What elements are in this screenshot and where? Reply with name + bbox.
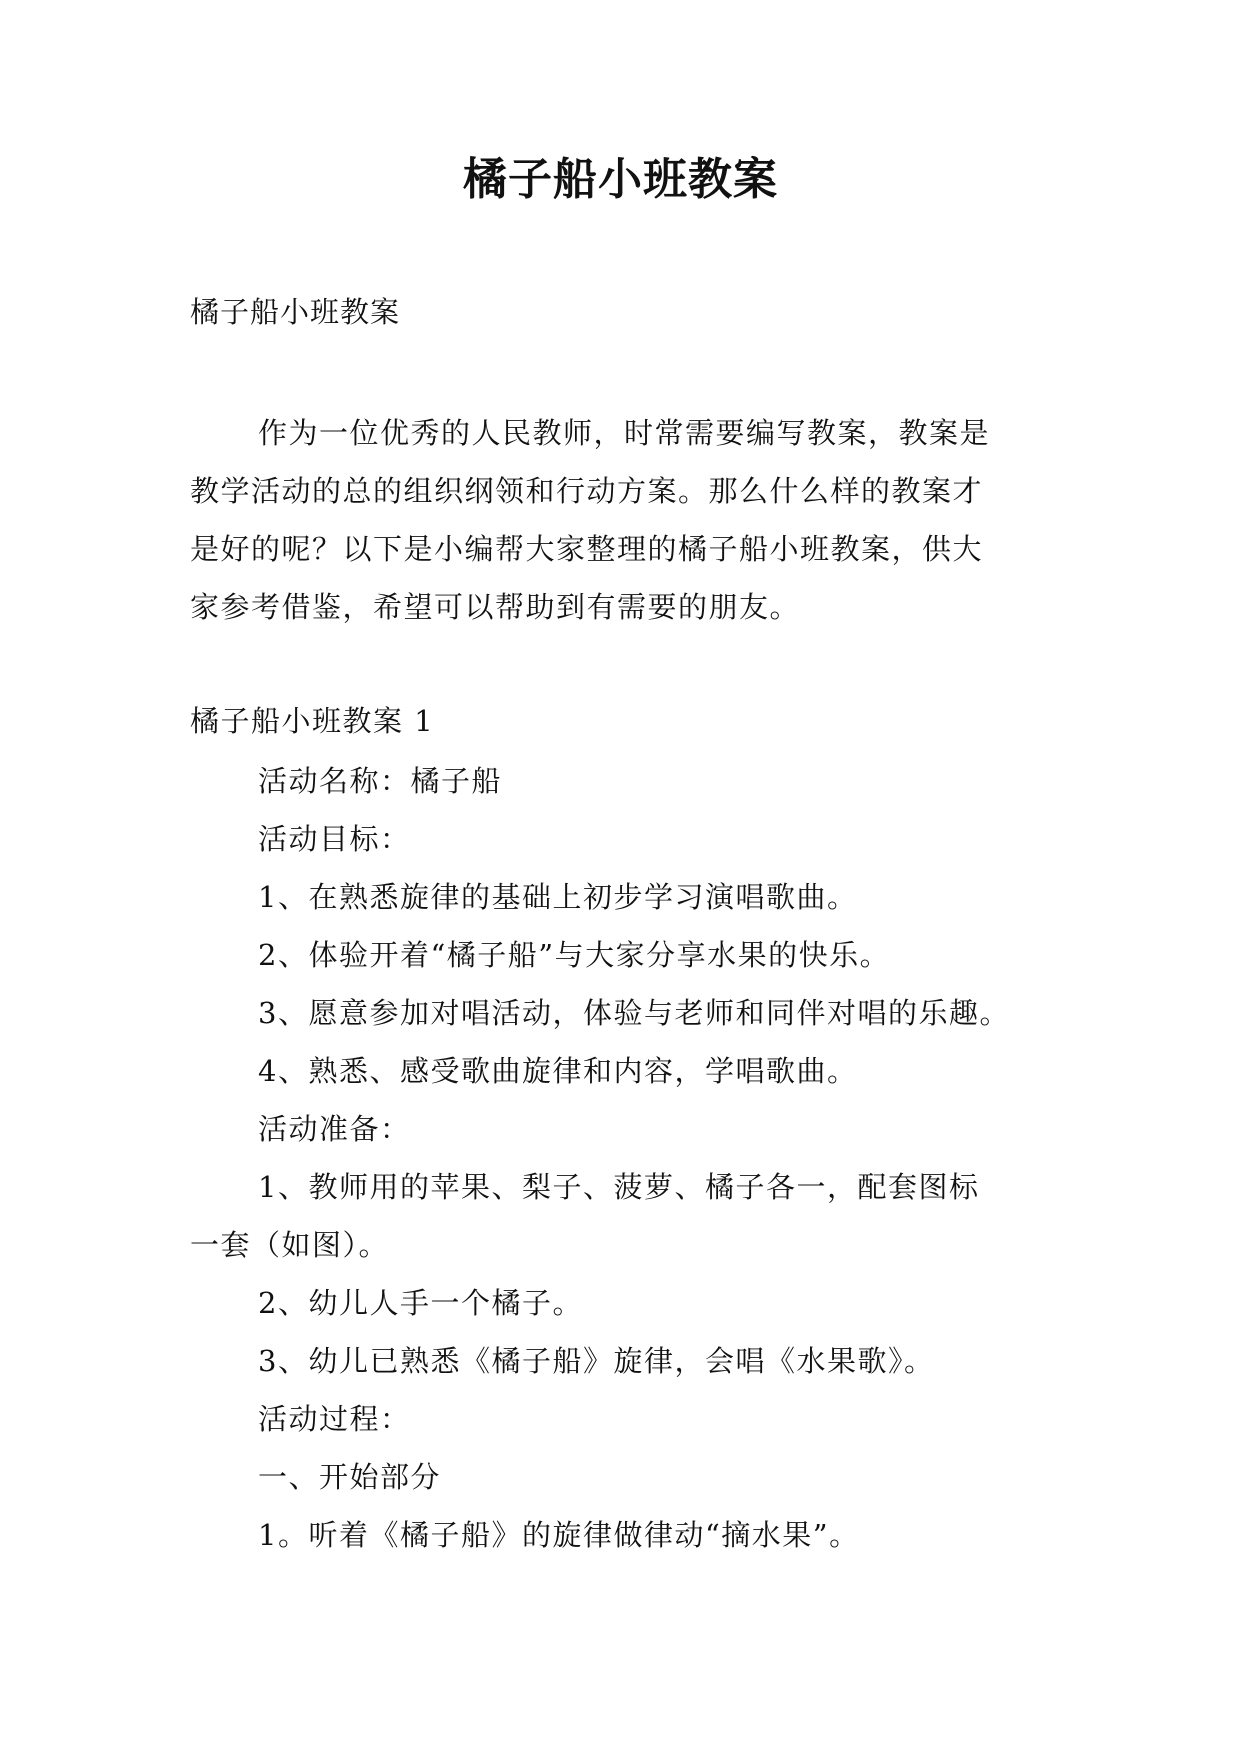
intro-line: 作为一位优秀的人民教师，时常需要编写教案，教案是 [258,416,991,450]
body-line: 活动过程： [258,1402,411,1436]
body-line: 4、熟悉、感受歌曲旋律和内容，学唱歌曲。 [258,1054,858,1088]
body-line: 1、在熟悉旋律的基础上初步学习演唱歌曲。 [258,880,858,914]
body-line: 1。听着《橘子船》的旋律做律动“摘水果”。 [258,1518,860,1552]
body-line: 活动名称：橘子船 [258,764,503,798]
intro-line: 是好的呢？以下是小编帮大家整理的橘子船小班教案，供大 [190,532,984,566]
body-line: 活动目标： [258,822,411,856]
intro-line: 教学活动的总的组织纲领和行动方案。那么什么样的教案才 [190,474,984,508]
body-line: 一、开始部分 [258,1460,442,1494]
body-line: 1、教师用的苹果、梨子、菠萝、橘子各一，配套图标 [258,1170,980,1204]
document-title: 橘子船小班教案 [463,154,778,205]
body-line: 2、幼儿人手一个橘子。 [258,1286,583,1320]
body-line: 活动准备： [258,1112,411,1146]
lesson-plan-body [190,752,1110,1564]
body-line: 3、幼儿已熟悉《橘子船》旋律，会唱《水果歌》。 [258,1344,935,1378]
body-line: 一套（如图）。 [190,1228,390,1262]
body-line: 2、体验开着“橘子船”与大家分享水果的快乐。 [258,938,891,972]
document-subtitle: 橘子船小班教案 [190,295,401,329]
section-title: 橘子船小班教案 1 [190,704,435,738]
body-line: 3、愿意参加对唱活动，体验与老师和同伴对唱的乐趣。 [258,996,1010,1030]
intro-line: 家参考借鉴，希望可以帮助到有需要的朋友。 [190,590,801,624]
intro-paragraph [190,404,1060,636]
